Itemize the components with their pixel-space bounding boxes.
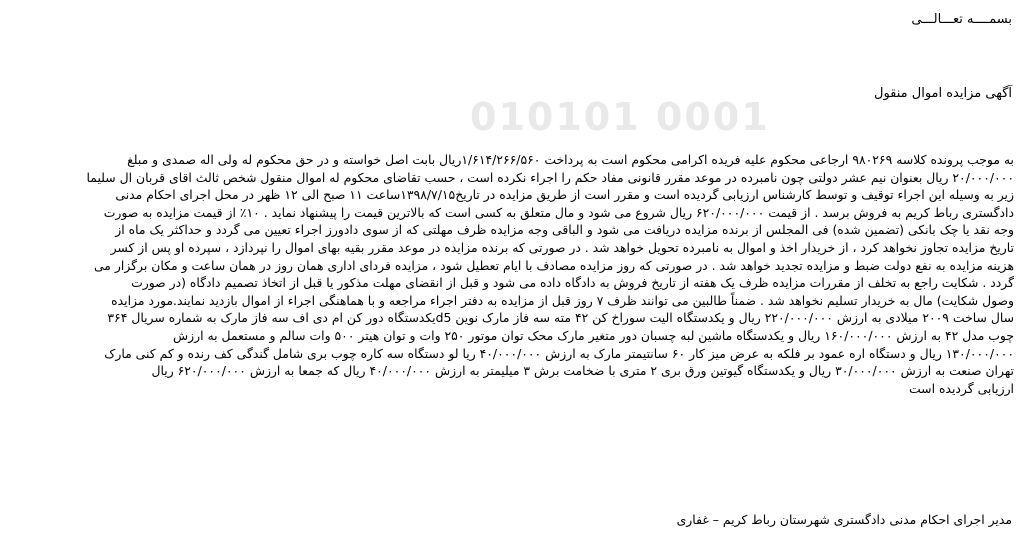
body-line: دادگستری رباط کریم به فروش برسد . از قیمت ۶۲۰/۰۰۰/۰۰۰ ریال شروع می شود و مال متعلق به کسی است که بالاترین قیمت را پیشنهاد نماید . ۱۰٪ از قیمت مزایده به صورت [103,204,1014,220]
body-line: هزینه مزایده به نفع دولت ضبط و مزایده تجدید خواهد شد . در صورتی که روز مزایده مصادف با ایام تعطیل شود ، مزایده فردای اداری همان روز در همان ساعت و مکان برگزار می [93,257,1014,273]
body-line: تاریخ مزایده تجاوز نخواهد کرد ، از خریدار اخذ و اموال به نامبرده تحویل خواهد شد . در صورتی که برنده مزایده در موعد مقرر بقیه بهای اموال را نپردازد ، سپرده او پس از کسر [110,239,1014,255]
body-line: وصول شکایت) مال به خریدار تسلیم نخواهد شد . ضمناً طالبین می توانند ظرف ۷ روز قبل از مزایده به دفتر اجراء مراجعه و با هماهنگی اجراء از اموال بازدید نمایند.مورد مزایده [111,292,1014,308]
body-line: زیر به وسیله این اجراء توقیف و توسط کارشناس ارزیابی گردیده است و مقرر است از طریق مزایده در تاریخ۱۳۹۸/۷/۱۵ساعت ۱۱ صبح الی ۱۲ ظهر در محل اجرای احکام مدنی [115,187,1014,203]
body-line: گردد . شکایت راجع به تخلف از مقررات مزایده ظرف یک هفته از تاریخ فروش به دادگاه داده می شود و قبل از انقضای مهلت مذکور یا قبل از اتخاذ تصمیم دادگاه (در صورت [131,275,1014,291]
signature-line: مدیر اجرای احکام مدنی دادگستری شهرستان رباط کریم – غفاری [676,512,1012,527]
body-line: تهران صنعت به ارزش ۳۰/۰۰۰/۰۰۰ ریال و یکدستگاه گیوتین ورق بری ۲ متری با ضخامت برش ۳ میلیمتر به ارزش ۴۰/۰۰۰/۰۰۰ ریال که جمعا به ارزش ۶۲۰/۰۰۰/۰۰۰ ریال [151,363,1014,379]
body-line: چوب مدل ۴۲ به ارزش ۱۶۰/۰۰۰/۰۰۰ ریال و یکدستگاه ماشین لبه چسبان دور متغیر مارک محک توان موتور ۲۵۰ وات و توان هیتر ۵۰۰ وات سالم و مستعمل به ارزش [173,327,1014,343]
body-line: ۱۳۰/۰۰۰/۰۰۰ ریال و دستگاه اره عمود بر فلکه به عرض میز کار ۶۰ سانتیمتر مارک به ارزش ۴۰/۰۰۰/۰۰۰ ریا لو دستگاه سه کاره چوب بری شامل گندگی کف رنده و کم کنی مارک [104,345,1014,361]
header-bismillah: بسمــــه تعـــالـــی [911,12,1012,27]
page-title: آگهی مزایده اموال منقول [874,86,1012,101]
body-line: وجه نقد یا چک بانکی (تضمین شده) فی المجلس از برنده مزایده دریافت می شود و الباقی وجه مزایده ظرف مهلتی که از سوی دادورز اجراء تعیین می گردد و حداکثر یک ماه از [115,222,1014,238]
body-line: ارزیابی گردیده است [909,380,1014,396]
body-line: به موجب پرونده کلاسه ۹۸۰۲۶۹ ارجاعی محکوم علیه فریده اکرامی محکوم است به پرداخت ۱/۶۱۴/۲۶۶/۵۶۰ریال بابت اصل خواسته و در حق محکوم له ولی اله صمدی و مبلغ [127,152,1014,167]
body-line: سال ساخت ۲۰۰۹ میلادی به ارزش ۲۲۰/۰۰۰/۰۰۰ ریال و یکدستگاه الیت سوراخ کن ۴۲ مته سه فاز مارک نوین d5یکدستگاه دور کن ام دی اف سه فاز مارک به شماره سریال ۳۶۴ [107,310,1014,326]
notice-body [10,151,1014,397]
watermark: 010101 0001 [470,95,770,139]
body-line: ۲۰/۰۰۰/۰۰۰ ریال بعنوان نیم عشر دولتی چون نامبرده در موعد مقرر قانونی مفاد حکم را اجراء نکرده است ، حسب تقاضای محکوم له اموال منقول شخص ثالث اقای قربان ال سلیما [86,169,1014,185]
